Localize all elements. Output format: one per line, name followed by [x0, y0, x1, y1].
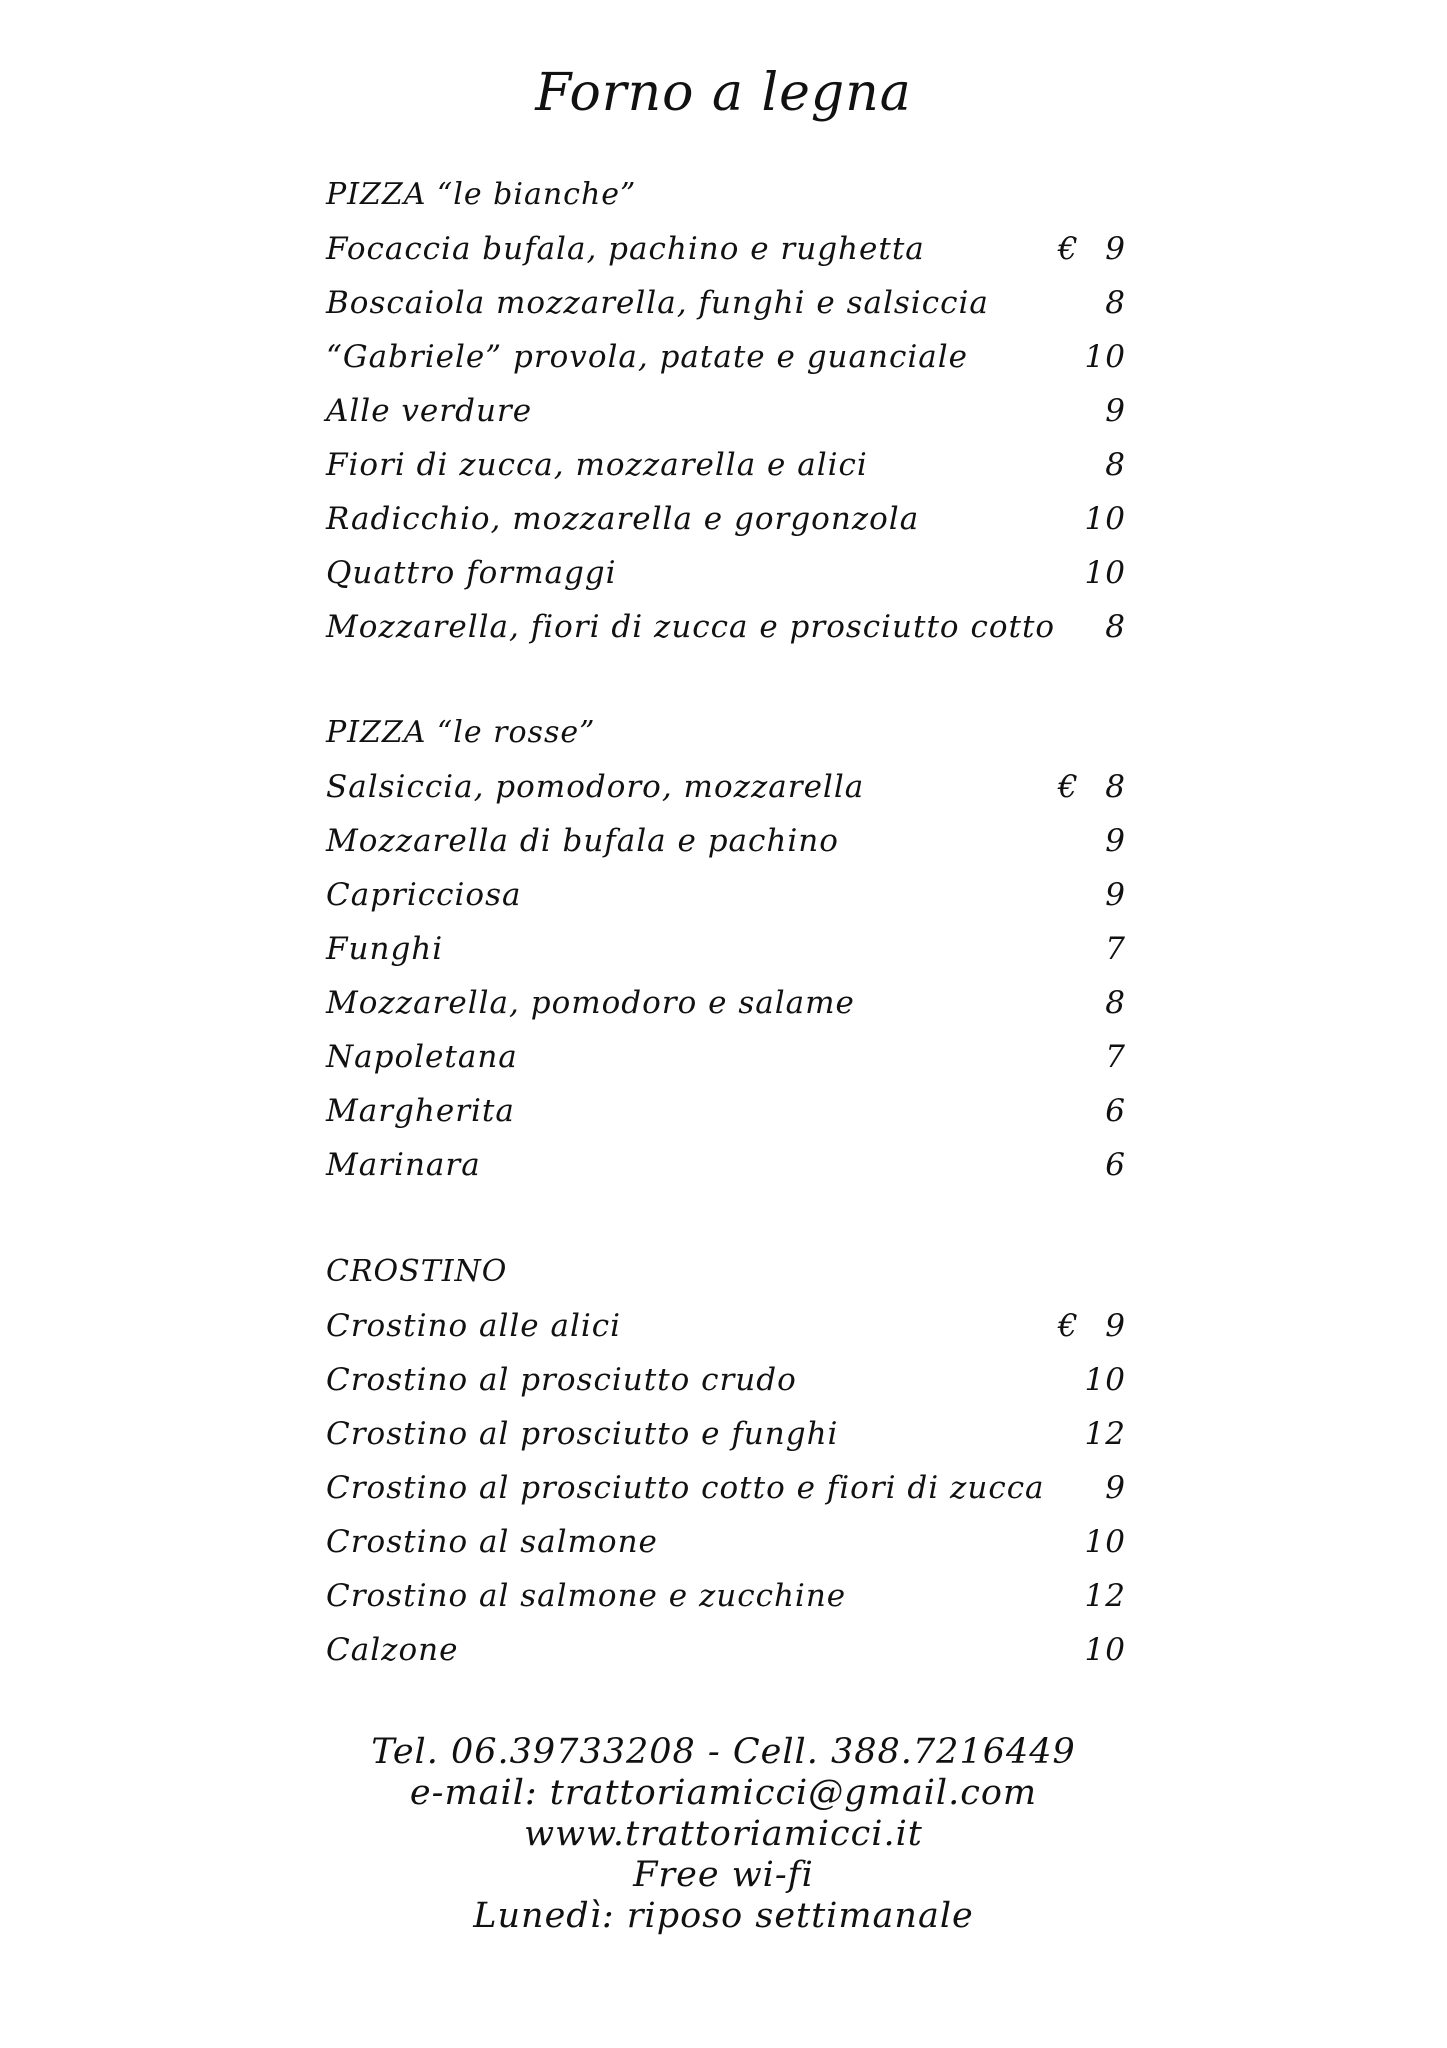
menu-item	[326, 438, 1126, 492]
euro-symbol: €	[1058, 231, 1079, 267]
menu-item	[326, 1515, 1126, 1569]
item-price: 10	[1084, 339, 1126, 375]
section-heading: PIZZA “le rosse”	[326, 715, 596, 750]
item-price: 7	[1105, 931, 1126, 967]
item-name: Mozzarella di bufala e pachino	[326, 823, 839, 859]
item-name: Focaccia bufala, pachino e rughetta	[326, 231, 925, 267]
section-crostino	[326, 1245, 1126, 1677]
item-price: 12	[1084, 1578, 1126, 1614]
item-name: Mozzarella, fiori di zucca e prosciutto cotto	[326, 609, 1056, 645]
item-price: 10	[1084, 1632, 1126, 1668]
menu-item	[326, 760, 1126, 814]
email-text: e-mail: trattoriamicci@gmail.com	[409, 1773, 1038, 1813]
item-price: 9	[1105, 393, 1126, 429]
item-price: 10	[1084, 1362, 1126, 1398]
menu-item	[326, 492, 1126, 546]
item-price: 6	[1105, 1093, 1126, 1129]
menu-item	[326, 1353, 1126, 1407]
item-price: 10	[1084, 1524, 1126, 1560]
section-pizza-rosse	[326, 706, 1126, 1192]
item-name: Fiori di zucca, mozzarella e alici	[326, 447, 868, 483]
item-price: 6	[1105, 1147, 1126, 1183]
menu-item	[326, 1030, 1126, 1084]
item-price: 9	[1105, 1470, 1126, 1506]
item-price: 12	[1084, 1416, 1126, 1452]
item-name: Crostino al salmone e zucchine	[326, 1578, 847, 1614]
menu-item	[326, 330, 1126, 384]
item-name: Calzone	[326, 1632, 459, 1668]
item-name: Salsiccia, pomodoro, mozzarella	[326, 769, 865, 805]
item-name: Radicchio, mozzarella e gorgonzola	[326, 501, 920, 537]
item-name: Margherita	[326, 1093, 515, 1129]
item-price: 7	[1105, 1039, 1126, 1075]
section-heading: CROSTINO	[326, 1254, 508, 1289]
menu-item	[326, 384, 1126, 438]
menu-item	[326, 922, 1126, 976]
item-name: Marinara	[326, 1147, 481, 1183]
menu-item	[326, 1461, 1126, 1515]
contact-footer	[0, 1732, 1447, 1937]
menu-item	[326, 814, 1126, 868]
item-price: 10	[1084, 555, 1126, 591]
item-price: 8	[1105, 985, 1126, 1021]
item-name: Crostino al salmone	[326, 1524, 658, 1560]
item-name: Crostino al prosciutto crudo	[326, 1362, 797, 1398]
item-name: Napoletana	[326, 1039, 518, 1075]
menu-item	[326, 1623, 1126, 1677]
item-name: Crostino al prosciutto e funghi	[326, 1416, 839, 1452]
item-price: 8	[1105, 769, 1126, 805]
page-title: Forno a legna	[535, 63, 912, 123]
item-name: Crostino alle alici	[326, 1308, 622, 1344]
item-name: Funghi	[326, 931, 444, 967]
menu-item	[326, 1084, 1126, 1138]
item-price: 8	[1105, 285, 1126, 321]
item-price: 8	[1105, 447, 1126, 483]
section-heading: PIZZA “le bianche”	[326, 177, 637, 212]
menu-item	[326, 600, 1126, 654]
item-name: Crostino al prosciutto cotto e fiori di zucca	[326, 1470, 1045, 1506]
euro-symbol: €	[1058, 769, 1079, 805]
section-pizza-bianche	[326, 168, 1126, 654]
item-name: Mozzarella, pomodoro e salame	[326, 985, 855, 1021]
item-name: “Gabriele” provola, patate e guanciale	[326, 339, 968, 375]
website-text: www.trattoriamicci.it	[524, 1814, 923, 1854]
item-price: 9	[1105, 231, 1126, 267]
menu-item	[326, 546, 1126, 600]
menu-item	[326, 868, 1126, 922]
closing-day-text: Lunedì: riposo settimanale	[473, 1896, 974, 1936]
menu-item	[326, 976, 1126, 1030]
item-price: 9	[1105, 877, 1126, 913]
euro-symbol: €	[1058, 1308, 1079, 1344]
item-price: 10	[1084, 501, 1126, 537]
item-name: Capricciosa	[326, 877, 522, 913]
menu-item	[326, 276, 1126, 330]
wifi-text: Free wi-fi	[633, 1855, 814, 1895]
item-price: 8	[1105, 609, 1126, 645]
menu-item	[326, 1138, 1126, 1192]
menu-item	[326, 222, 1126, 276]
item-name: Quattro formaggi	[326, 555, 617, 591]
item-name: Alle verdure	[326, 393, 533, 429]
item-price: 9	[1105, 823, 1126, 859]
menu-item	[326, 1299, 1126, 1353]
item-price: 9	[1105, 1308, 1126, 1344]
menu-item	[326, 1407, 1126, 1461]
phone-text: Tel. 06.39733208 - Cell. 388.7216449	[371, 1732, 1076, 1772]
item-name: Boscaiola mozzarella, funghi e salsiccia	[326, 285, 989, 321]
menu-item	[326, 1569, 1126, 1623]
